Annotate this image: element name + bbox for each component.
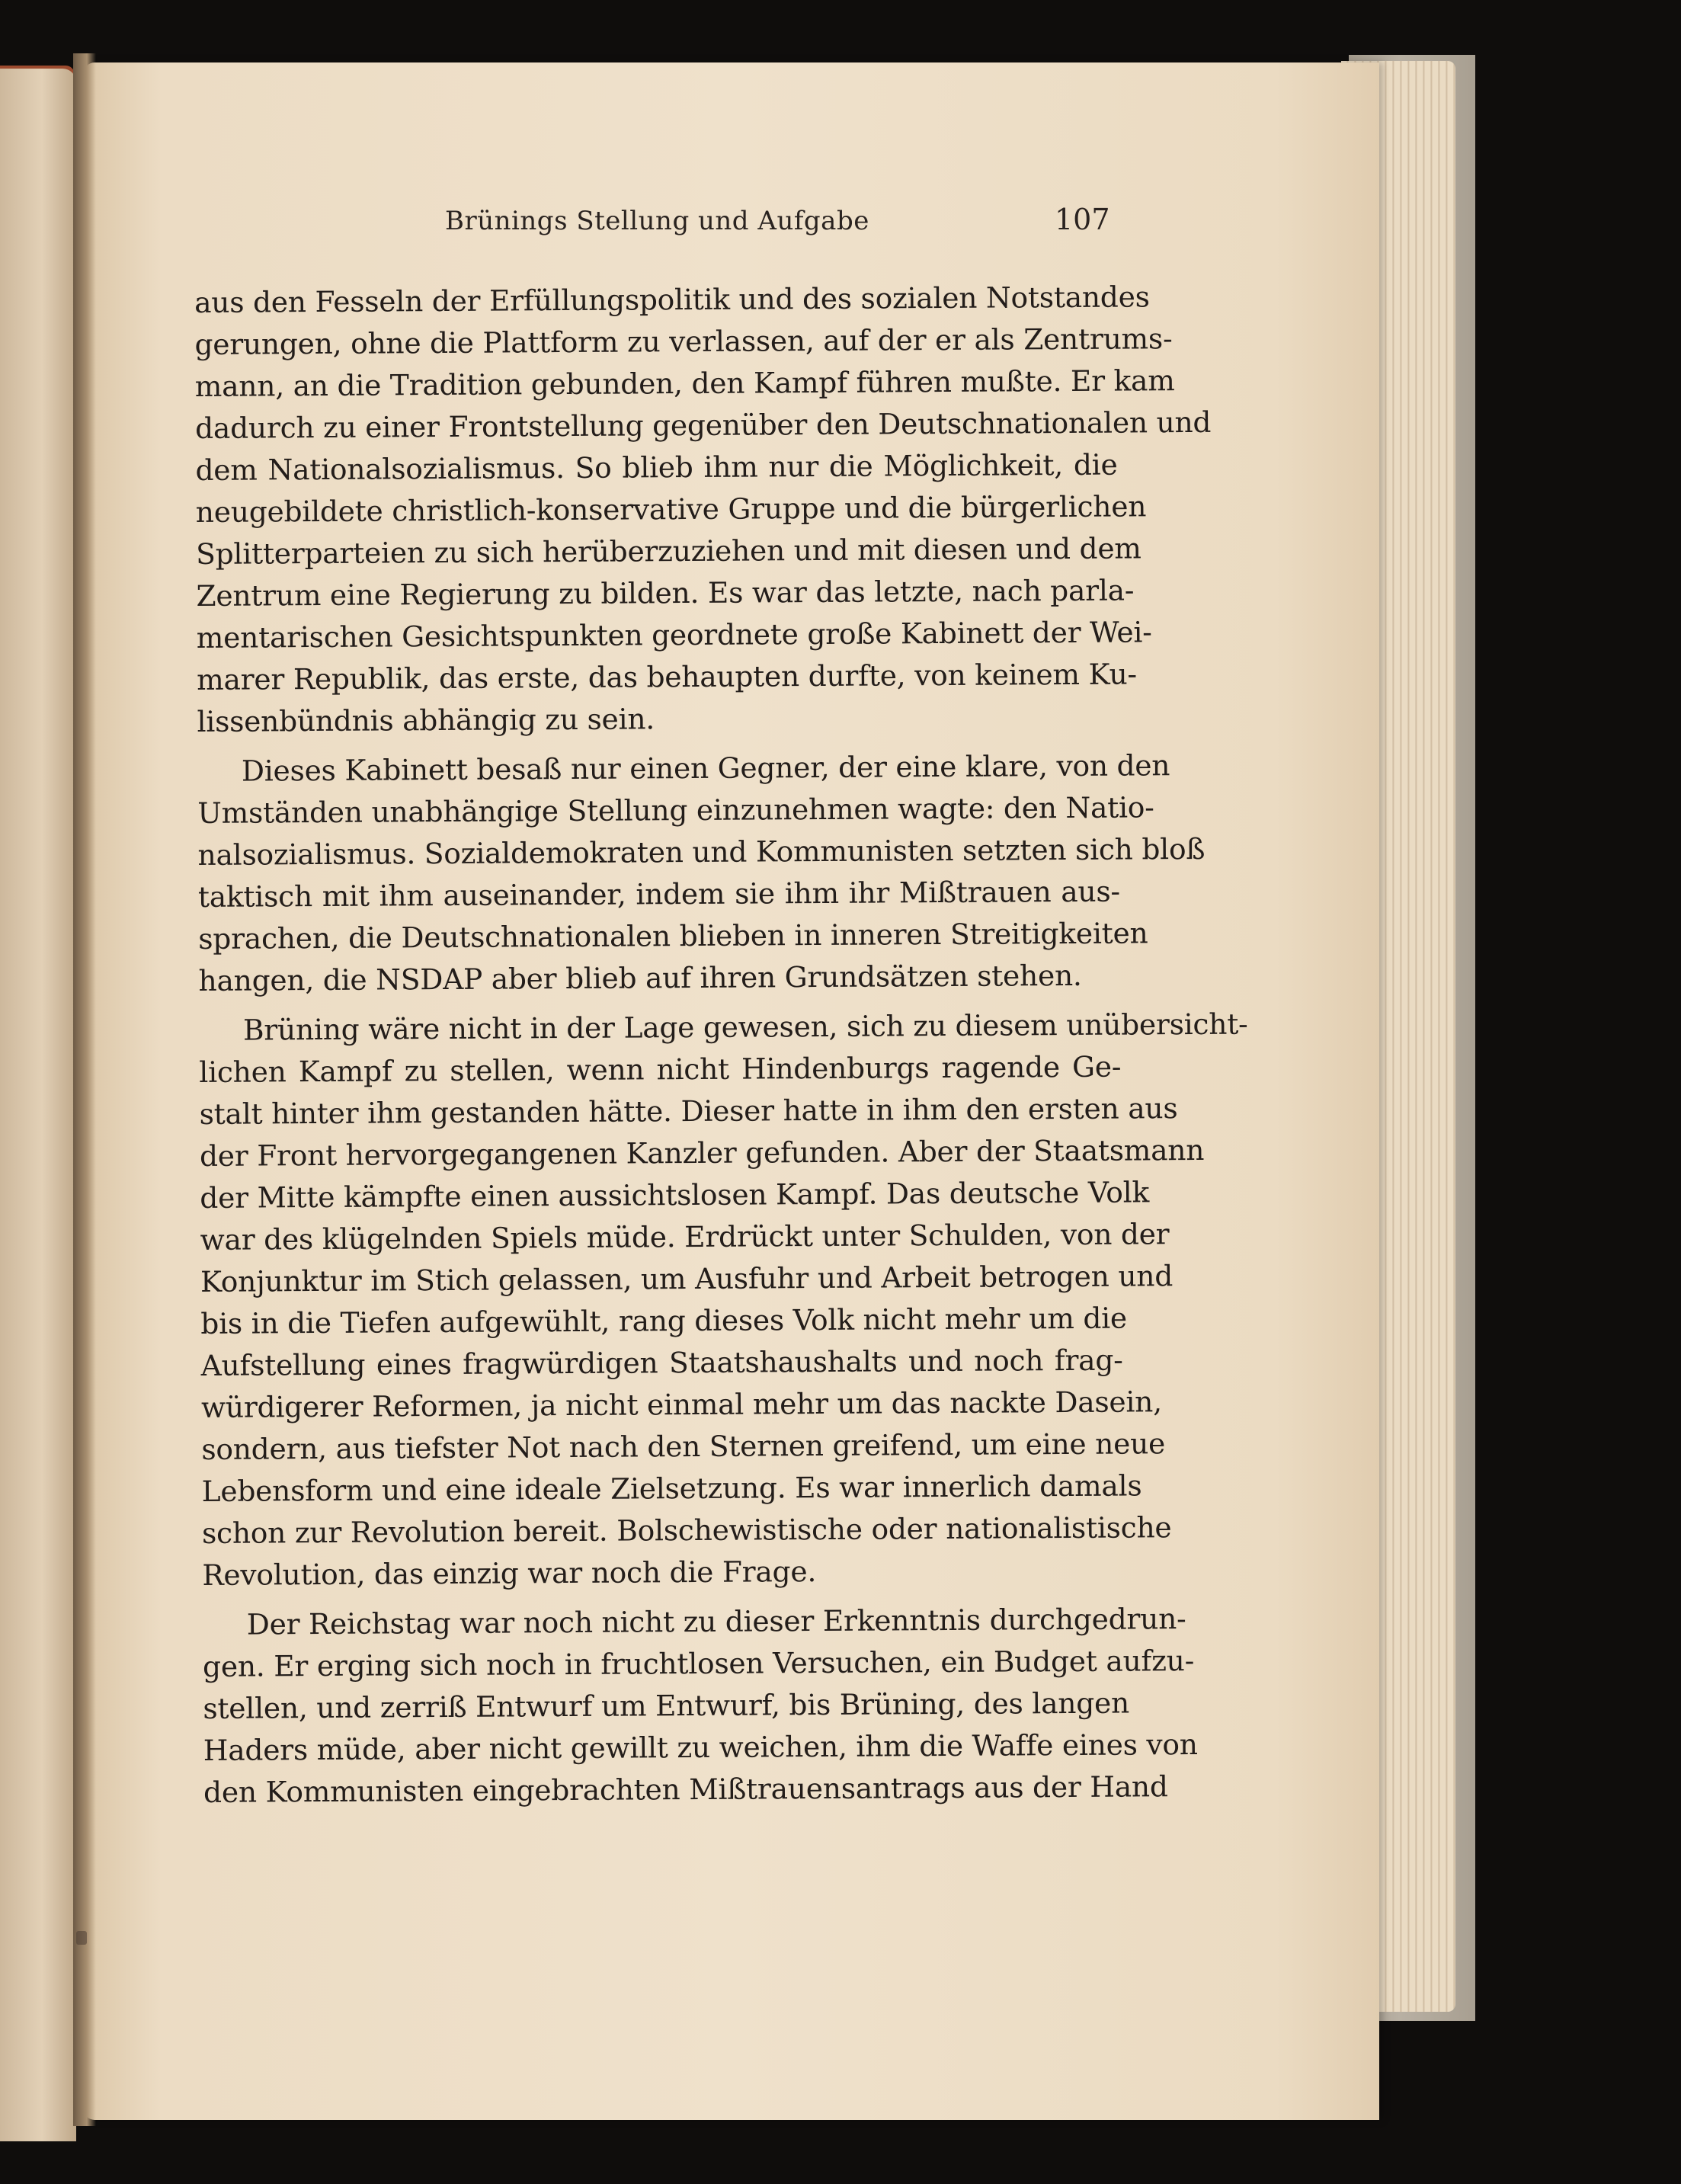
page-number: 107 xyxy=(1055,203,1110,236)
text-line: der Mitte kämpfte einen aussichtslosen Kampf. Das deutsche Volk xyxy=(200,1175,1150,1215)
text-line: Splitterparteien zu sich herüberzuziehen und mit diesen und dem xyxy=(196,531,1141,571)
body-text xyxy=(194,277,1248,1814)
text-line: stellen, und zerriß Entwurf um Entwurf, bis Brüning, des langen xyxy=(203,1686,1130,1725)
text-line: Haders müde, aber nicht gewillt zu weichen, ihm die Waffe eines von xyxy=(203,1727,1198,1767)
text-line: Lebensform und eine ideale Zielsetzung. Es war innerlich damals xyxy=(201,1468,1142,1508)
left-page xyxy=(0,69,76,2141)
paragraph xyxy=(197,745,1206,1002)
page-header xyxy=(445,203,1110,251)
text-line: dem Nationalsozialismus. So blieb ihm nur die Möglichkeit, die xyxy=(195,447,1118,487)
text-line: stalt hinter ihm gestanden hätte. Dieser hatte in ihm den ersten aus xyxy=(199,1091,1178,1131)
text-line: bis in die Tiefen aufgewühlt, rang dieses Volk nicht mehr um die xyxy=(200,1301,1128,1340)
text-line: sondern, aus tiefster Not nach den Sternen greifend, um eine neue xyxy=(201,1427,1166,1466)
paragraph xyxy=(199,1004,1248,1596)
text-line: mann, an die Tradition gebunden, den Kampf führen mußte. Er kam xyxy=(194,363,1175,403)
text-line: sprachen, die Deutschnationalen blieben in inneren Streitigkeiten xyxy=(198,916,1148,956)
text-line: gen. Er erging sich noch in fruchtlosen Versuchen, ein Budget aufzu- xyxy=(202,1644,1195,1683)
text-line: mentarischen Gesichtspunkten geordnete große Kabinett der Wei- xyxy=(196,615,1152,655)
text-line: hangen, die NSDAP aber blieb auf ihren Grundsätzen stehen. xyxy=(198,958,1082,998)
text-line: marer Republik, das erste, das behaupten durfte, von keinem Ku- xyxy=(197,657,1138,697)
paragraph xyxy=(202,1599,1198,1814)
text-line: Umständen unabhängige Stellung einzunehmen wagte: den Natio- xyxy=(197,790,1154,830)
text-line: der Front hervorgegangenen Kanzler gefunden. Aber der Staatsmann xyxy=(199,1132,1205,1173)
text-line: den Kommunisten eingebrachten Mißtrauensantrags aus der Hand xyxy=(203,1769,1168,1809)
text-line: war des klügelnden Spiels müde. Erdrückt unter Schulden, von der xyxy=(200,1217,1170,1257)
text-line: gerungen, ohne die Plattform zu verlassen, auf der er als Zentrums- xyxy=(194,322,1173,361)
text-line: Zentrum eine Regierung zu bilden. Es war das letzte, nach parla- xyxy=(196,573,1135,613)
text-line: taktisch mit ihm auseinander, indem sie ihm ihr Mißtrauen aus- xyxy=(197,874,1121,914)
text-line: lichen Kampf zu stellen, wenn nicht Hindenburgs ragende Ge- xyxy=(199,1049,1122,1089)
text-line: Dieses Kabinett besaß nur einen Gegner, der eine klare, von den xyxy=(241,748,1170,788)
text-line: neugebildete christlich-konservative Gruppe und die bürgerlichen xyxy=(195,489,1147,529)
text-line: nalsozialismus. Sozialdemokraten und Kommunisten setzten sich bloß xyxy=(197,831,1206,872)
margin-mark xyxy=(76,1931,87,1945)
text-line: Aufstellung eines fragwürdigen Staatshaushalts und noch frag- xyxy=(200,1343,1123,1382)
text-line: Der Reichstag war noch nicht zu dieser Erkenntnis durchgedrun- xyxy=(246,1602,1186,1641)
gutter-shadow xyxy=(73,53,96,2126)
text-line: Revolution, das einzig war noch die Frage. xyxy=(202,1555,817,1592)
text-line: Brüning wäre nicht in der Lage gewesen, sich zu diesem unübersicht- xyxy=(242,1007,1248,1047)
paragraph xyxy=(194,277,1212,743)
text-line: Konjunktur im Stich gelassen, um Ausfuhr und Arbeit betrogen und xyxy=(200,1259,1173,1299)
text-line: aus den Fesseln der Erfüllungspolitik und des sozialen Notstandes xyxy=(194,280,1150,319)
text-line: schon zur Revolution bereit. Bolschewistische oder nationalistische xyxy=(201,1510,1172,1550)
running-head: Brünings Stellung und Aufgabe xyxy=(445,206,869,236)
text-line: dadurch zu einer Frontstellung gegenüber den Deutschnationalen und xyxy=(195,405,1212,445)
text-line: würdigerer Reformen, ja nicht einmal mehr um das nackte Dasein, xyxy=(200,1385,1163,1424)
text-line: lissenbündnis abhängig zu sein. xyxy=(197,702,655,738)
